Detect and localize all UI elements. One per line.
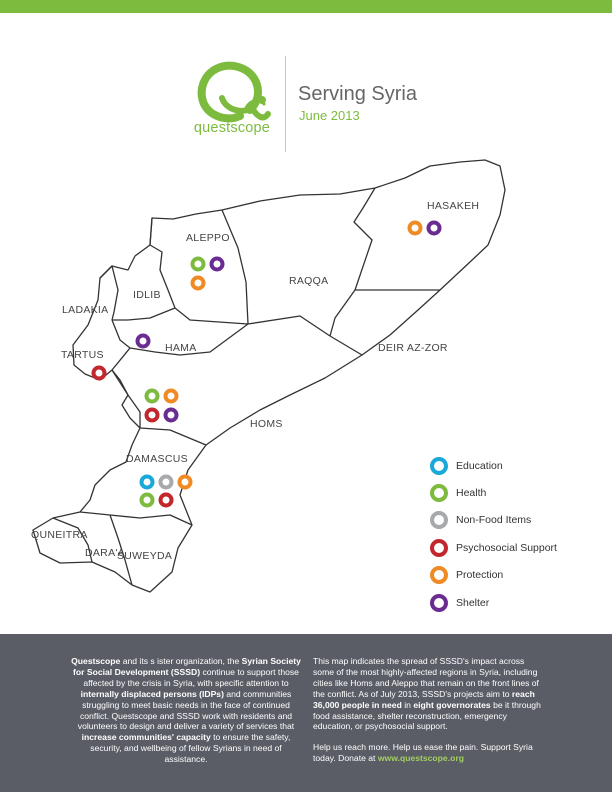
marker-aleppo-health (193, 259, 204, 270)
legend-label: Shelter (456, 596, 490, 609)
logo-wordmark: questscope (193, 120, 271, 136)
label-raqqa: RAQQA (289, 275, 329, 287)
label-tartus: TARTUS (61, 349, 104, 361)
protection-marker-icon (430, 566, 448, 584)
legend-item-psychosocial-support (430, 534, 557, 561)
marker-aleppo-protection (193, 278, 204, 289)
legend-label: Education (456, 459, 503, 472)
label-aleppo: ALEPPO (186, 232, 230, 244)
marker-hama-shelter (138, 336, 149, 347)
label-idlib: IDLIB (133, 289, 161, 301)
legend-item-protection (430, 562, 557, 589)
footer-about-text (71, 656, 301, 775)
label-hasakeh: HASAKEH (427, 200, 480, 212)
legend-item-health (430, 479, 557, 506)
idp-emphasis: internally displaced persons (IDPs) (80, 688, 224, 699)
border-idlib-hama (112, 308, 175, 320)
marker-damascus-psychosocial (161, 495, 172, 506)
reach-emphasis: reach 36,000 people in need (313, 688, 535, 710)
label-daraa: DARA'A (85, 547, 125, 559)
partner-name: Syrian Society for Social Development (SSSD) (73, 656, 301, 677)
marker-damascus-protection (180, 477, 191, 488)
text-span: continue to support those affected by the crisis in Syria, with specific attention to (83, 666, 299, 688)
text-span: be it through food assistance, shelter reconstruction, emergency education, or psychosocial support. (313, 699, 541, 732)
border-damascus-south (80, 512, 192, 525)
label-homs: HOMS (250, 418, 283, 430)
border-aleppo-east (222, 210, 248, 324)
marker-damascus-nfi (161, 477, 172, 488)
border-raqqa-south (248, 316, 330, 336)
capacity-emphasis: increase communities' capacity (81, 732, 211, 743)
psychosocial-marker-icon (430, 539, 448, 557)
marker-homs-health (147, 391, 158, 402)
legend-label: Psychosocial Support (456, 541, 557, 554)
health-marker-icon (430, 484, 448, 502)
footer-panel (0, 634, 612, 792)
footer-impact-text (313, 656, 543, 774)
marker-hasakeh-shelter (429, 223, 440, 234)
region-labels (31, 200, 479, 562)
map-legend (430, 452, 557, 616)
label-damascus: DAMASCUS (126, 453, 188, 465)
text-span: This map indicates the spread of SSSD's impact across some of the most highly-affected regions in Syria, including cities like Homs and Aleppo that remain on the front lines of the conflict. As of July 2013, SSSD's projects aim to (313, 656, 539, 699)
label-hama: HAMA (165, 342, 197, 354)
marker-aleppo-shelter (212, 259, 223, 270)
legend-item-education (430, 452, 557, 479)
legend-label: Health (456, 487, 487, 500)
text-span: and communities struggling to meet basic needs in the face of continued conflict. Questscope and SSSD work with residents and volunteers to design and deliver a variety of services that (77, 688, 295, 732)
marker-hasakeh-protection (410, 223, 421, 234)
label-suweyda: SUWEYDA (117, 550, 173, 562)
legend-label: Non-Food Items (456, 514, 532, 527)
publication-date: June 2013 (299, 108, 360, 123)
label-deir-az-zor: DEIR AZ-ZOR (378, 342, 448, 354)
governorates-emphasis: eight governorates (413, 699, 491, 710)
text-span: to ensure the safety, security, and wellbeing of fellow Syrians in need of assistance. (90, 732, 291, 765)
marker-tartus-psychosocial (94, 368, 105, 379)
marker-homs-psychosocial (147, 410, 158, 421)
text-span: and its s ister organization, the (120, 656, 242, 666)
border-damascus-north (140, 428, 206, 445)
legend-item-shelter (430, 589, 557, 616)
marker-damascus-education (142, 477, 153, 488)
label-ladakia: LADAKIA (62, 304, 109, 316)
shelter-marker-icon (430, 594, 448, 612)
donate-link[interactable]: www.questscope.org (377, 753, 464, 764)
legend-label: Protection (456, 569, 504, 582)
marker-homs-shelter (166, 410, 177, 421)
border-tartus-hama (112, 320, 130, 370)
label-quneitra: QUNEITRA (31, 529, 88, 541)
legend-item-non-food-items (430, 507, 557, 534)
border-raqqa-hasakeh (330, 188, 375, 336)
border-deir-homs (330, 336, 362, 355)
marker-damascus-health (142, 495, 153, 506)
education-marker-icon (430, 457, 448, 475)
page-title: Serving Syria (298, 83, 417, 105)
non-food-items-marker-icon (430, 511, 448, 529)
org-name: Questscope (71, 656, 121, 666)
text-span: Help us reach more. Help us ease the pain. Support Syria today. Donate at (313, 742, 533, 764)
marker-homs-protection (166, 391, 177, 402)
text-span: in (401, 699, 414, 710)
